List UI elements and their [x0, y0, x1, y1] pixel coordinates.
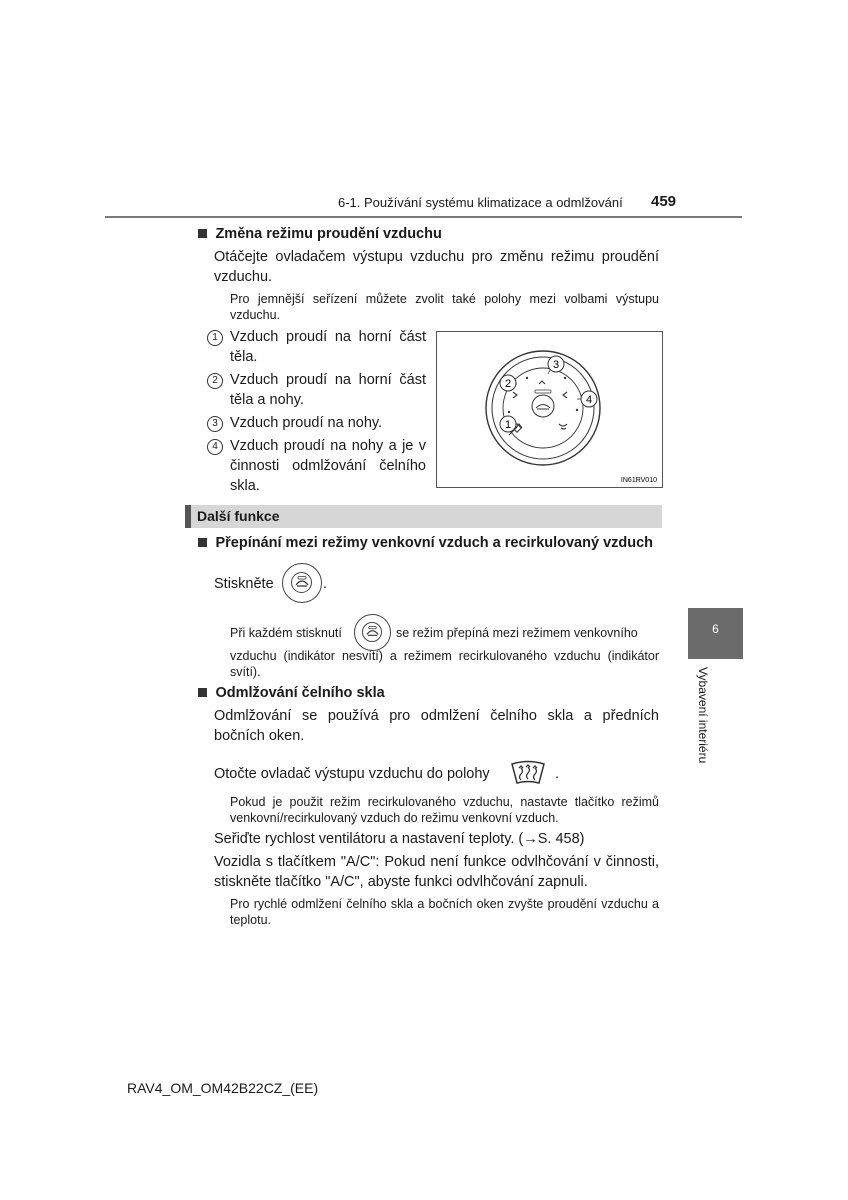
section-bar-more: [185, 505, 662, 528]
chapter-label: Vybavení interiéru: [696, 667, 710, 764]
airflow-heading-row: [198, 225, 442, 243]
recirc-heading: Přepínání mezi režimy venkovní vzduch a recirkulovaný vzduch: [215, 535, 654, 551]
figure-code: IN61RV010: [620, 477, 657, 484]
svg-text:2: 2: [504, 378, 512, 390]
page-number: 459: [651, 193, 677, 210]
svg-text:1: 1: [504, 419, 512, 431]
recirc-press-end: .: [323, 576, 328, 592]
defog-note: Pokud je použit režim recirkulovaného vzduchu, nastavte tlačítko režimů venkovní/recirkulovaný vzduch do režimu venkovní vzduch.: [230, 795, 659, 825]
callout-number: 1: [207, 330, 223, 346]
mode-text: Vzduch proudí na nohy a je v činnosti odmlžování čelního skla.: [230, 438, 426, 494]
windshield-defroster-icon: [509, 760, 547, 786]
header-section-title: 6-1. Používání systému klimatizace a odmlžování: [338, 195, 623, 210]
recirc-press-text: Stiskněte: [214, 576, 274, 592]
callout-number: 3: [207, 416, 223, 432]
dial-callout-2: [500, 375, 517, 391]
defog-turn-end: .: [555, 766, 560, 782]
svg-text:3: 3: [552, 359, 560, 371]
defog-tip: Pro rychlé odmlžení čelního skla a bočních oken zvyšte proudění vzduchu a teplotu.: [230, 897, 659, 927]
mode-list: [207, 327, 427, 496]
defog-heading: Odmlžování čelního skla: [215, 685, 385, 701]
airflow-intro: Otáčejte ovladačem výstupu vzduchu pro změnu režimu proudění vzduchu.: [214, 249, 659, 285]
recirculation-button-icon: [282, 563, 322, 603]
airflow-note: Pro jemnější seřízení můžete zvolit také polohy mezi volbami výstupu vzduchu.: [230, 292, 659, 322]
defog-ac: Vozidla s tlačítkem "A/C": Pokud není funkce odvlhčování v činnosti, stiskněte tlačítko "A/C", abyste funkci odvlhčování zapnuli.: [214, 854, 659, 890]
airflow-dial-illustration: [437, 332, 662, 487]
recirc-each-pre: Při každém stisknutí: [230, 626, 342, 640]
chapter-tab: [688, 608, 743, 659]
square-bullet-icon: [198, 229, 207, 238]
mode-item: [207, 436, 427, 496]
defog-intro: Odmlžování se používá pro odmlžení čelního skla a předních bočních oken.: [214, 708, 659, 744]
section-bar-title: Další funkce: [197, 508, 280, 524]
square-bullet-icon: [198, 688, 207, 697]
document-code: RAV4_OM_OM42B22CZ_(EE): [127, 1080, 319, 1096]
defog-turn-text: Otočte ovladač výstupu vzduchu do polohy: [214, 766, 490, 782]
mode-item: [207, 327, 427, 367]
callout-number: 4: [207, 439, 223, 455]
recirc-each-post: se režim přepíná mezi režimem venkovního: [396, 626, 638, 640]
mode-text: Vzduch proudí na nohy.: [230, 415, 383, 431]
dial-figure: [436, 331, 663, 488]
mode-text: Vzduch proudí na horní část těla.: [230, 329, 426, 365]
dial-callout-1: [500, 416, 516, 432]
mode-item: [207, 413, 427, 433]
airflow-heading: Změna režimu proudění vzduchu: [215, 226, 442, 242]
dial-callout-3: [548, 356, 564, 374]
svg-text:4: 4: [585, 394, 593, 406]
header-rule: [105, 216, 742, 218]
recirculation-button-icon-small: [354, 614, 391, 651]
mode-item: [207, 370, 427, 410]
square-bullet-icon: [198, 538, 207, 547]
recirc-each-rest: vzduchu (indikátor nesvítí) a režimem recirkulovaného vzduchu (indikátor svítí).: [230, 649, 659, 679]
recirc-heading-row: [198, 534, 653, 552]
chapter-number: 6: [712, 622, 719, 636]
defog-adjust: Seřiďte rychlost ventilátoru a nastavení teploty. (→S. 458): [214, 831, 585, 847]
callout-number: 2: [207, 373, 223, 389]
mode-text: Vzduch proudí na horní část těla a nohy.: [230, 372, 426, 408]
defog-heading-row: [198, 684, 385, 702]
